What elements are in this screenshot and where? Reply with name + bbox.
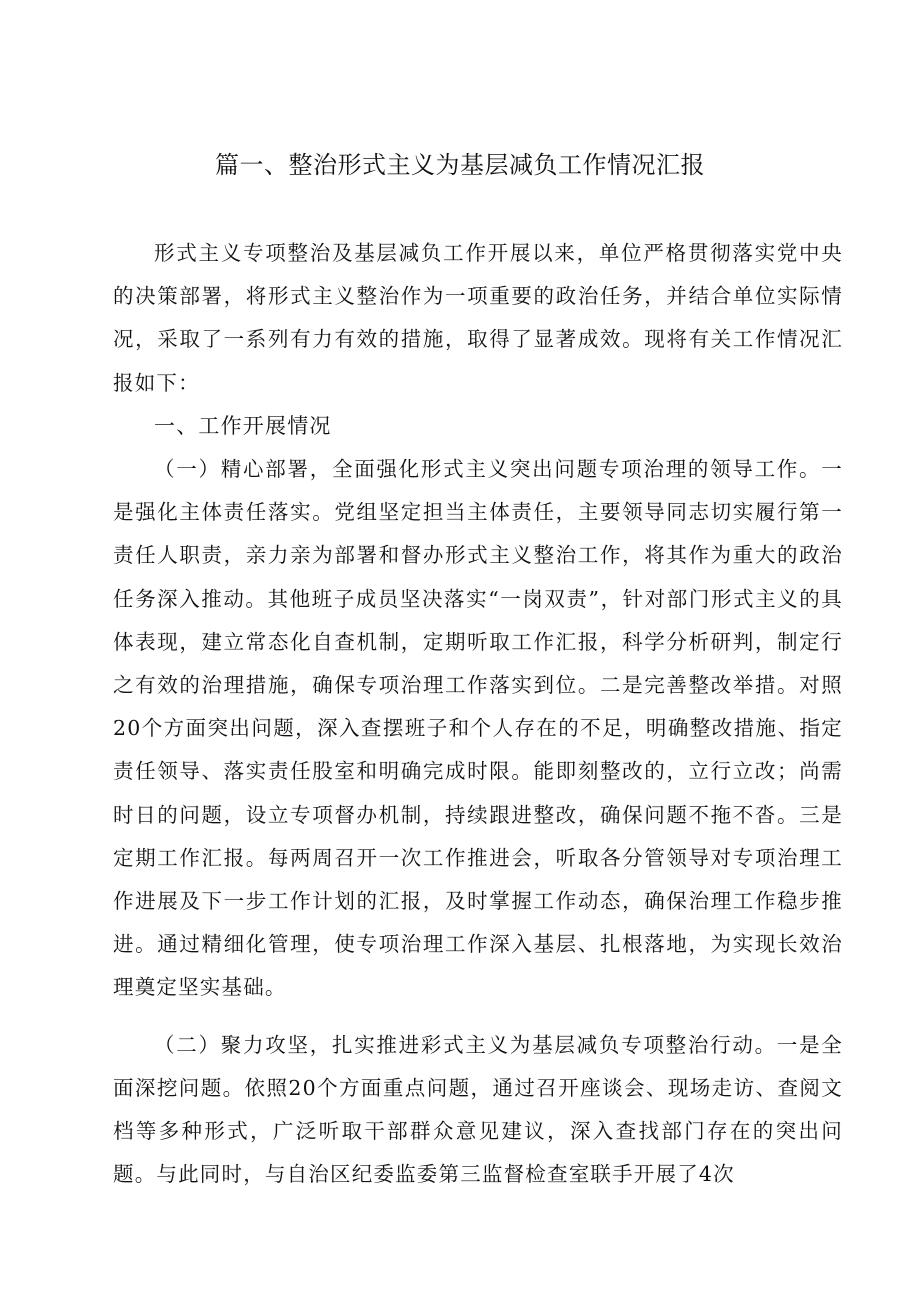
paragraph-2: （二）聚力攻坚，扎实推进彩式主义为基层减负专项整治行动。一是全面深挖问题。依照20个方面重点问题，通过召开座谈会、现场走访、查阅文档等多种形式，广泛听取干部群众意见建议，深入查找部门存在的突出问题。与此同时，与自治区纪委监委第三监督检查室联手开展了4次 <box>113 1032 843 1187</box>
paragraph-1: （一）精心部署，全面强化形式主义突出问题专项治理的领导工作。一是强化主体责任落实。党组坚定担当主体责任，主要领导同志切实履行第一责任人职责，亲力亲为部署和督办形式主义整治工作，将其作为重大的政治任务深入推动。其他班子成员坚决落实“一岗双责”，针对部门形式主义的具体表现，建立常态化自查机制，定期听取工作汇报，科学分析研判，制定行之有效的治理措施，确保专项治理工作落实到位。二是完善整改举措。对照20个方面突出问题，深入查摆班子和个人存在的不足，明确整改措施、指定责任领导、落实责任股室和明确完成时限。能即刻整改的，立行立改；尚需时日的问题，设立专项督办机制，持续跟进整改，确保问题不拖不沓。三是定期工作汇报。每两周召开一次工作推进会，听取各分管领导对专项治理工作进展及下一步工作计划的汇报，及时掌握工作动态，确保治理工作稳步推进。通过精细化管理，使专项治理工作深入基层、扎根落地，为实现长效治理奠定坚实基础。 <box>113 457 843 1000</box>
intro-paragraph: 形式主义专项整治及基层减负工作开展以来，单位严格贯彻落实党中央的决策部署，将形式主义整治作为一项重要的政治任务，并结合单位实际情况，采取了一系列有力有效的措施，取得了显著成效。现将有关工作情况汇报如下： <box>113 241 843 395</box>
paragraph-gap <box>113 1010 843 1024</box>
section-heading-1: 一、工作开展情况 <box>154 413 332 438</box>
document-body <box>113 232 843 1196</box>
document-title: 篇一、整治形式主义为基层减负工作情况汇报 <box>215 151 705 179</box>
